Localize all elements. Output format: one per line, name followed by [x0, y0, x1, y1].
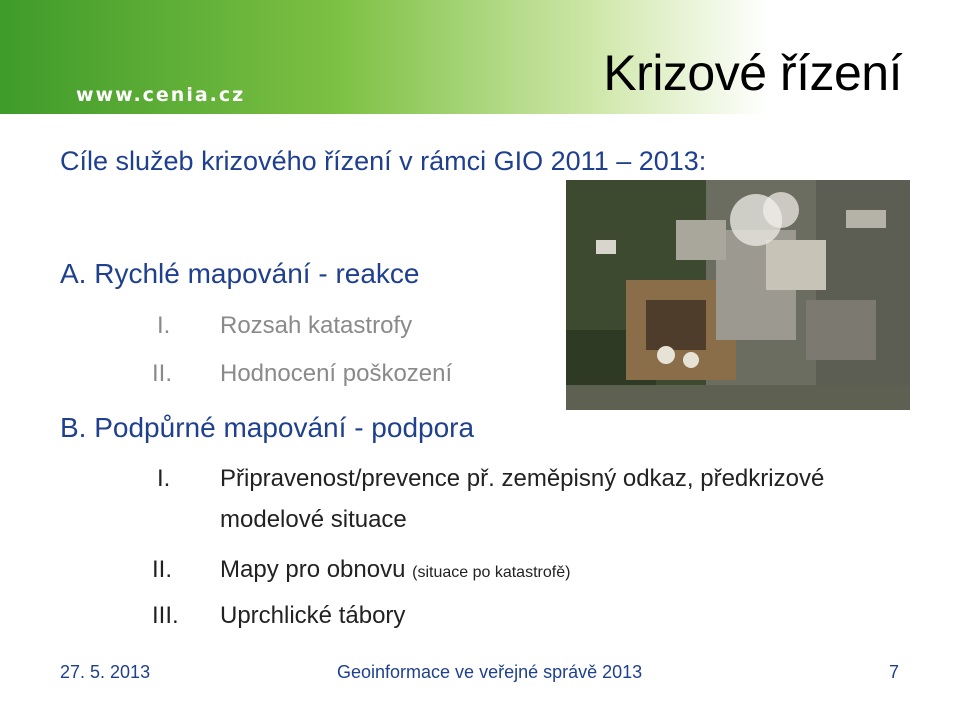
- section-a-heading: [60, 258, 420, 290]
- section-b-suffix: - podpora: [346, 412, 475, 443]
- slide-title: Krizové řízení: [603, 45, 902, 101]
- section-a-label: A. Rychlé mapování: [60, 258, 311, 289]
- section-b-label: B. Podpůrné mapování: [60, 412, 347, 443]
- section-b-item-1-num: I.: [157, 465, 171, 492]
- section-a-item-2-num: II.: [152, 360, 173, 387]
- section-b-item-3-num: III.: [152, 602, 179, 629]
- footer-title: Geoinformace ve veřejné správě 2013: [337, 662, 643, 682]
- section-a-item-1-num: I.: [157, 312, 171, 339]
- section-a-suffix: - reakce: [310, 258, 420, 289]
- cenia-logo: www.cenia.cz: [76, 84, 246, 106]
- section-a-item-1-text: Rozsah katastrofy: [220, 312, 413, 339]
- page-number: 7: [889, 662, 900, 682]
- section-b-heading: [60, 412, 474, 444]
- section-b-item-2-label: Mapy pro obnovu: [220, 556, 406, 583]
- disaster-aerial-photo: [566, 180, 910, 410]
- section-b-item-1-text: Připravenost/prevence př. zeměpisný odkaz, předkrizové: [220, 465, 825, 492]
- section-a-item-2-text: Hodnocení poškození: [220, 360, 453, 387]
- section-b-item-2-num: II.: [152, 556, 173, 583]
- slide-subtitle: Cíle služeb krizového řízení v rámci GIO 2011 – 2013:: [60, 146, 707, 176]
- section-b-item-2-text: [220, 556, 570, 584]
- footer-date: 27. 5. 2013: [60, 662, 151, 682]
- section-b-item-1-text-cont: modelové situace: [220, 506, 407, 533]
- section-b-item-3-text: Uprchlické tábory: [220, 602, 406, 629]
- section-b-item-2-note: (situace po katastrofě): [412, 564, 571, 581]
